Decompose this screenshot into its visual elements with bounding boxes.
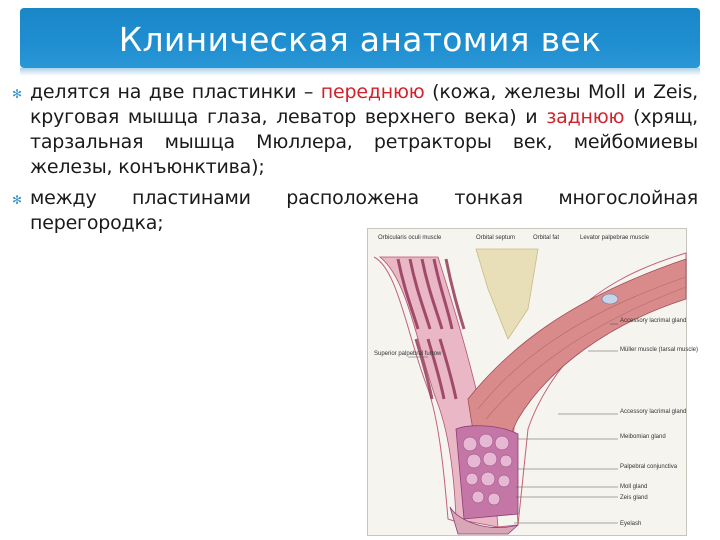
label-muller-muscle: Müller muscle (tarsal muscle) (620, 347, 699, 353)
bullet-item-1 (8, 80, 698, 180)
bullet1-posterior-highlight: заднюю (546, 106, 625, 128)
eyelid-anatomy-figure (367, 228, 699, 536)
bullet1-anterior-highlight: переднюю (320, 81, 425, 103)
label-orbicularis: Orbicularis oculi muscle (378, 235, 442, 241)
label-levator: Levator palpebrae muscle (580, 235, 650, 241)
label-zeis-gland: Zeis gland (620, 495, 648, 501)
bullet-star-icon: ✻ (12, 87, 22, 101)
orbital-fat-shape (476, 249, 538, 339)
bullet-star-icon: ✻ (12, 193, 22, 207)
label-eyelash: Eyelash (620, 521, 642, 527)
label-palpebral-conjunctiva: Palpebral conjunctiva (620, 464, 678, 470)
label-accessory-lacrimal-1: Accessory lacrimal gland (620, 318, 687, 324)
label-orbital-fat: Orbital fat (533, 235, 560, 241)
label-moll-gland: Moll gland (620, 484, 648, 490)
bullet1-text-part1: делятся на две пластинки – (30, 81, 321, 103)
label-accessory-lacrimal-2: Accessory lacrimal gland (620, 409, 687, 415)
label-superior-palpebral-furrow: Superior palpebral furrow (374, 351, 442, 357)
bullet2-text: между пластинами расположена тонкая многослойная перегородка; (30, 187, 698, 234)
title-bar (20, 8, 700, 68)
label-meibomian-gland: Meibomian gland (620, 434, 666, 440)
eyelid-cross-section-illustration (368, 229, 699, 535)
slide-title: Клиническая анатомия век (118, 20, 602, 59)
bullet1-text-part3: (хрящ, тарзальная мышца Мюллера, ретракторы век, мейбомиевы железы, конъюнктива); (30, 106, 698, 178)
label-orbital-septum: Orbital septum (476, 235, 516, 241)
slide-content (8, 80, 698, 236)
accessory-gland-bulb (602, 294, 618, 304)
bullet1-text-part2: (кожа, железы Moll и Zeis, круговая мышца глаза, леватор верхнего века) и (30, 81, 698, 128)
